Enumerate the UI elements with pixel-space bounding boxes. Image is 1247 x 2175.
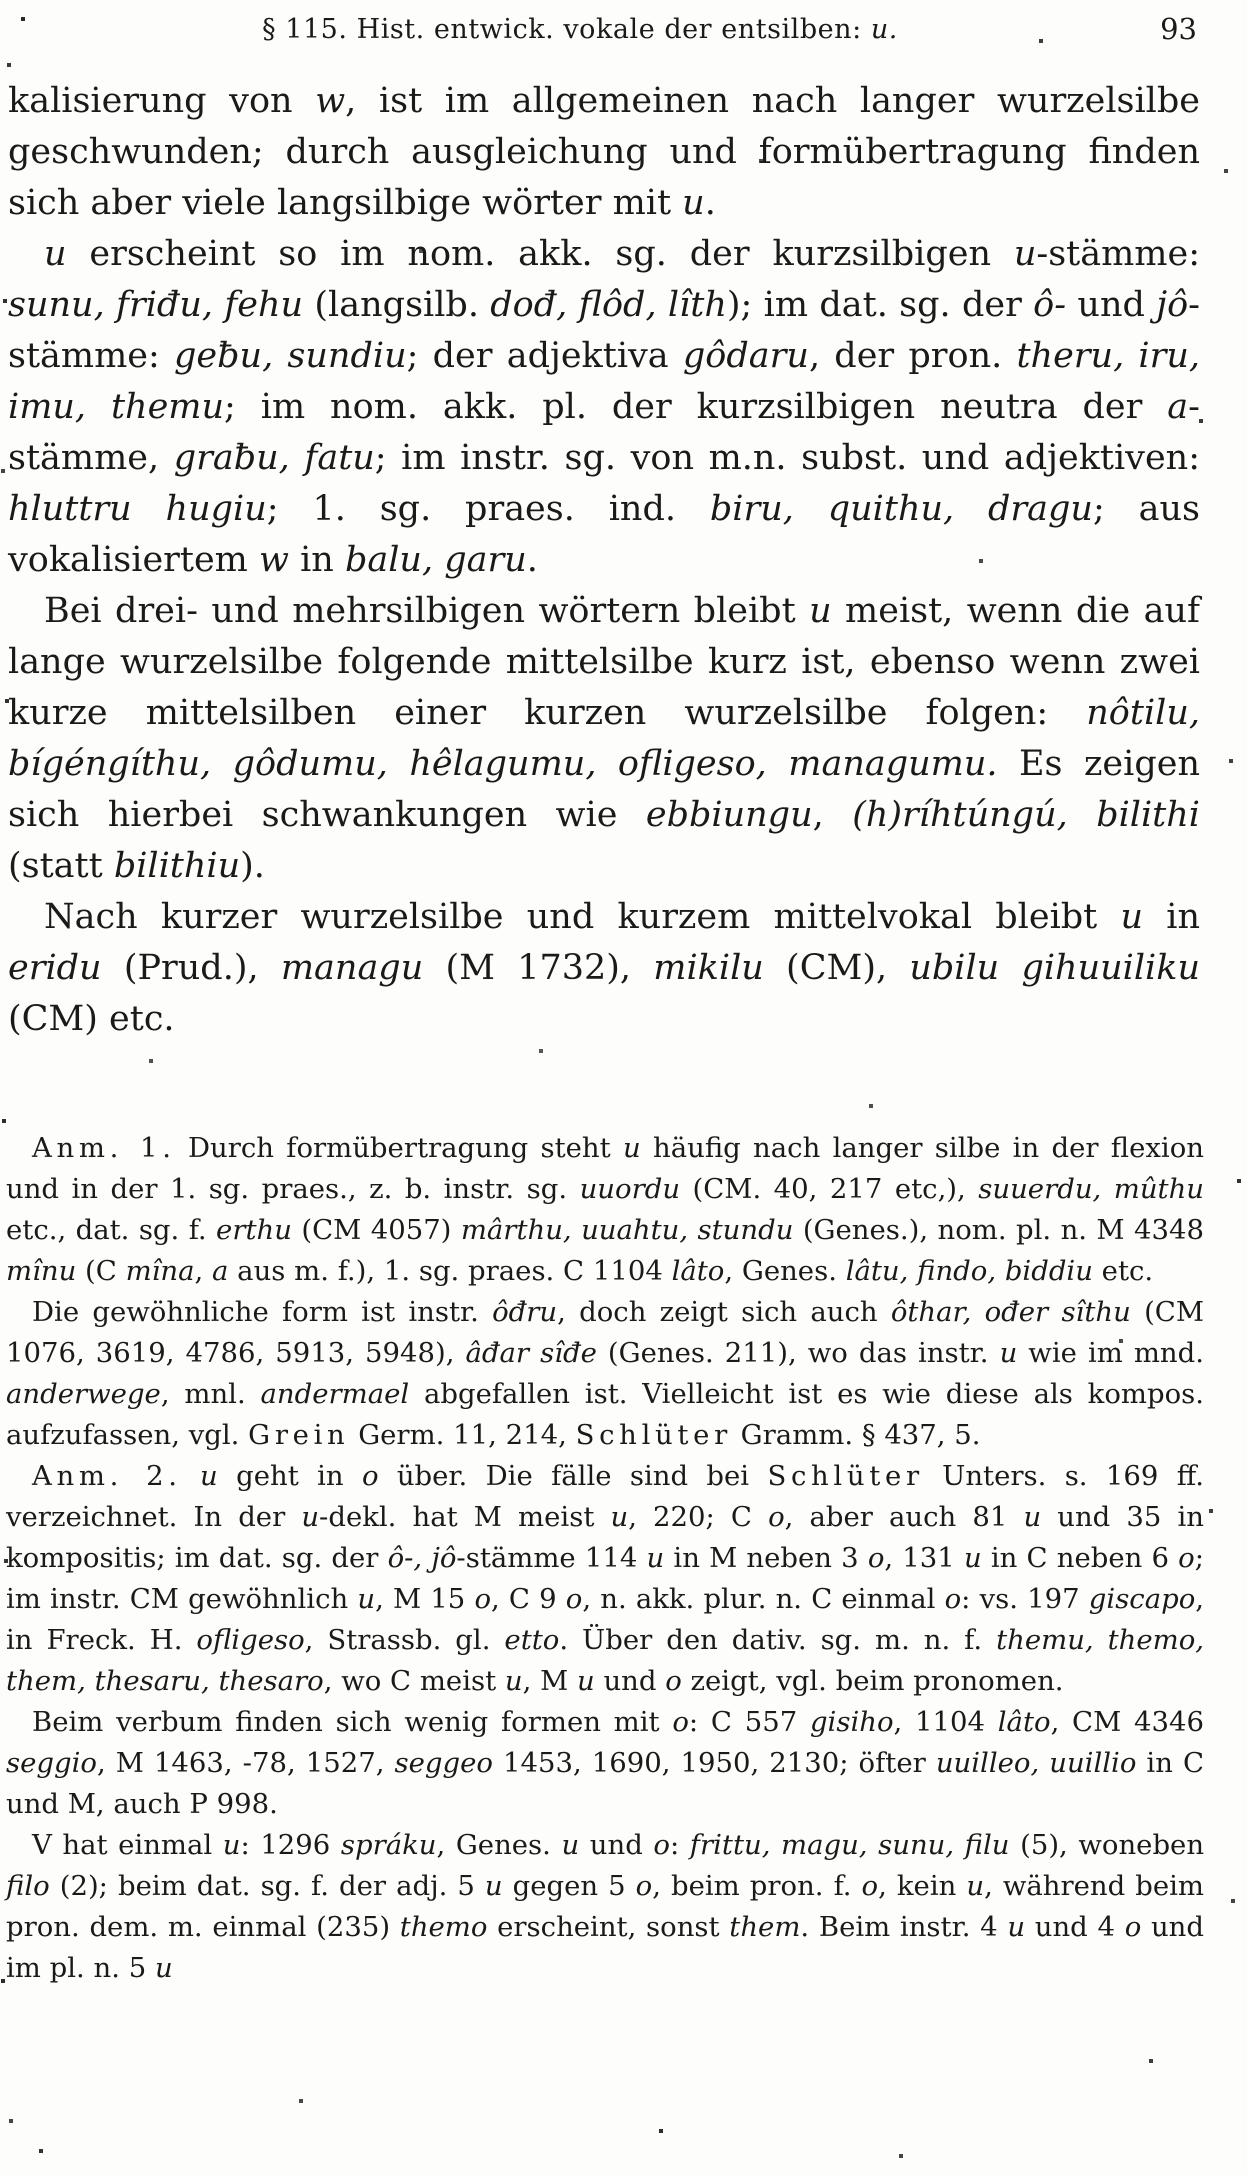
text-segment: u bbox=[154, 1952, 173, 1984]
text-segment: o bbox=[944, 1583, 962, 1615]
text-segment: (CM) etc. bbox=[8, 999, 175, 1039]
text-segment: nôtilu, bígéngíthu, gôdumu, hêlagumu, ofligeso, managumu. bbox=[8, 693, 1200, 784]
text-segment: 1453, 1690, 1950, 2130; öfter bbox=[492, 1747, 936, 1779]
text-segment: u bbox=[963, 1542, 982, 1574]
text-segment: ; der adjektiva bbox=[406, 336, 683, 376]
text-segment: Grein bbox=[248, 1419, 350, 1451]
text-segment: gisiho bbox=[809, 1706, 894, 1738]
text-segment: spráku bbox=[340, 1829, 437, 1861]
text-segment: ô-, jô bbox=[387, 1542, 457, 1574]
text-segment: dođ, flôd, lîth bbox=[490, 285, 727, 325]
text-segment: , ist im allgemeinen nach langer wurzelsilbe geschwunden; durch ausgleichung und formübertragung finden sich aber viele langsilbige wörter mit bbox=[8, 81, 1200, 223]
text-segment: ebbiungu bbox=[645, 795, 813, 835]
text-segment: etc., dat. sg. f. bbox=[6, 1214, 217, 1246]
text-segment: mikilu bbox=[653, 948, 764, 988]
text-segment: , während beim pron. dem. m. einmal (235) bbox=[6, 1870, 1205, 1943]
text-segment: geƀu, sundiu bbox=[174, 336, 407, 376]
text-segment: : 1296 bbox=[240, 1829, 341, 1861]
text-segment: Die gewöhnliche form ist instr. bbox=[32, 1296, 493, 1328]
text-segment: : C 557 bbox=[688, 1706, 810, 1738]
text-segment: ubilu gihuuiliku bbox=[909, 948, 1200, 988]
text-segment: in bbox=[1143, 897, 1200, 937]
text-segment: theru, iru, imu, themu bbox=[8, 336, 1201, 427]
text-segment: ); im dat. sg. der bbox=[726, 285, 1034, 325]
text-segment: biru, quithu, dragu bbox=[709, 489, 1093, 529]
text-segment: o bbox=[867, 1542, 885, 1574]
text-segment: u bbox=[504, 1665, 523, 1697]
text-segment: -stämme: bbox=[1036, 234, 1200, 274]
text-segment: o bbox=[635, 1870, 653, 1902]
text-segment: Es zeigen sich hierbei schwankungen wie bbox=[8, 744, 1200, 835]
text-segment: (statt bbox=[8, 846, 114, 886]
text-segment: jô bbox=[1156, 285, 1189, 325]
text-segment: -stämme, bbox=[8, 387, 1200, 478]
text-segment: . Beim instr. 4 bbox=[800, 1911, 1008, 1943]
text-segment: bilithiu bbox=[113, 846, 241, 886]
text-segment: Anm. 2. bbox=[32, 1460, 182, 1492]
text-segment: a bbox=[1167, 387, 1189, 427]
text-segment: hluttru hugiu bbox=[8, 489, 267, 529]
paragraph bbox=[8, 76, 1200, 229]
scan-noise-specks bbox=[0, 0, 2, 2]
text-segment: lâto bbox=[997, 1706, 1051, 1738]
text-segment: und im pl. n. 5 bbox=[6, 1911, 1204, 1984]
text-segment: , wo C meist bbox=[323, 1665, 505, 1697]
text-segment: , beim pron. f. bbox=[652, 1870, 862, 1902]
text-segment: ô- bbox=[1033, 285, 1067, 325]
text-segment: ôthar, ođer sîthu bbox=[890, 1296, 1131, 1328]
text-segment: V hat einmal bbox=[32, 1829, 223, 1861]
text-segment: ; aus vokalisiertem bbox=[8, 489, 1200, 580]
text-segment: lâtu, findo, biddiu bbox=[845, 1255, 1093, 1287]
text-segment: o bbox=[361, 1460, 379, 1492]
text-segment: -stämme 114 bbox=[456, 1542, 647, 1574]
text-segment: über. Die fälle sind bei bbox=[378, 1460, 768, 1492]
text-segment: u bbox=[966, 1870, 985, 1902]
text-segment: , bbox=[194, 1255, 213, 1287]
text-segment: , aber auch 81 bbox=[784, 1501, 1024, 1533]
text-segment: themo bbox=[399, 1911, 488, 1943]
text-segment: filo bbox=[6, 1870, 50, 1902]
text-segment: u bbox=[610, 1501, 629, 1533]
paragraph bbox=[6, 1128, 1204, 1292]
text-segment: ; 1. sg. praes. ind. bbox=[266, 489, 710, 529]
text-segment: , Genes. bbox=[436, 1829, 562, 1861]
text-segment: u bbox=[200, 1460, 218, 1492]
text-segment: etc. bbox=[1092, 1255, 1154, 1287]
text-segment: , der pron. bbox=[808, 336, 1017, 376]
text-segment: etto bbox=[504, 1624, 560, 1656]
text-segment: erthu bbox=[216, 1214, 292, 1246]
text-segment: (M 1732), bbox=[423, 948, 654, 988]
text-segment: , M 1463, -78, 1527, bbox=[96, 1747, 395, 1779]
text-segment: them bbox=[729, 1911, 801, 1943]
text-segment: Germ. 11, 214, bbox=[349, 1419, 576, 1451]
text-segment: managu bbox=[280, 948, 424, 988]
text-segment: -stämme: bbox=[8, 285, 1200, 376]
text-segment: in C neben 6 bbox=[981, 1542, 1179, 1574]
text-segment: Beim verbum finden sich wenig formen mit bbox=[32, 1706, 673, 1738]
text-segment: (Genes. 211), wo das instr. bbox=[596, 1337, 1000, 1369]
text-segment: o bbox=[768, 1501, 785, 1533]
running-head bbox=[0, 14, 1160, 45]
text-segment: u bbox=[1007, 1911, 1026, 1943]
text-segment: abgefallen ist. Vielleicht ist es wie diese als kompos. aufzufassen, vgl. bbox=[6, 1378, 1204, 1451]
main-text-block bbox=[8, 76, 1200, 1045]
text-segment: ; im instr. CM gewöhnlich bbox=[6, 1542, 1204, 1615]
text-segment: Unters. s. 169 ff. verzeichnet. In der bbox=[6, 1460, 1205, 1533]
text-segment: häufig nach langer silbe in der flexion und in der 1. sg. praes., z. b. instr. sg. bbox=[6, 1132, 1204, 1205]
text-segment: o bbox=[565, 1583, 583, 1615]
text-segment: u bbox=[999, 1337, 1018, 1369]
text-segment: und bbox=[1066, 285, 1157, 325]
text-segment: a bbox=[212, 1255, 229, 1287]
text-segment: sunu, friđu, fehu bbox=[8, 285, 304, 325]
text-segment: u bbox=[222, 1829, 241, 1861]
text-segment: , mnl. bbox=[160, 1378, 261, 1410]
text-segment: Durch formübertragung steht bbox=[175, 1132, 623, 1164]
text-segment: andermael bbox=[260, 1378, 410, 1410]
text-segment: . bbox=[704, 183, 716, 223]
text-segment: u. bbox=[870, 14, 898, 45]
text-segment bbox=[182, 1460, 200, 1492]
text-segment: meist, wenn die auf lange wurzelsilbe folgende mittelsilbe kurz ist, ebenso wenn zwei kurze mittelsilben einer kurzen wurzelsilbe folgen: bbox=[8, 591, 1200, 733]
text-segment: graƀu, fatu bbox=[173, 438, 375, 478]
text-segment: , M 15 bbox=[375, 1583, 475, 1615]
page-number: 93 bbox=[1160, 12, 1197, 46]
text-segment: (langsilb. bbox=[303, 285, 491, 325]
text-segment: , bbox=[812, 795, 853, 835]
text-segment: themu, themo, them, thesaru, thesaro bbox=[6, 1624, 1205, 1697]
text-segment: o bbox=[474, 1583, 491, 1615]
text-segment: § 115. Hist. entwick. vokale der entsilben: bbox=[262, 14, 871, 45]
text-segment: . bbox=[526, 540, 538, 580]
text-segment: o bbox=[1124, 1911, 1142, 1943]
text-segment: in bbox=[288, 540, 345, 580]
text-segment: (CM. 40, 217 etc,), bbox=[680, 1173, 979, 1205]
text-segment: . Über den dativ. sg. m. n. f. bbox=[559, 1624, 997, 1656]
text-segment: , Genes. bbox=[724, 1255, 846, 1287]
text-segment: mînu bbox=[6, 1255, 77, 1287]
paragraph bbox=[8, 586, 1200, 892]
text-segment: (Prud.), bbox=[101, 948, 281, 988]
text-segment: zeigt, vgl. beim pronomen. bbox=[681, 1665, 1064, 1697]
text-segment: (C bbox=[76, 1255, 126, 1287]
text-segment: u bbox=[1023, 1501, 1042, 1533]
text-segment: u bbox=[44, 234, 67, 274]
text-segment: suuerdu, mûthu bbox=[978, 1173, 1205, 1205]
text-segment: und bbox=[594, 1665, 666, 1697]
paragraph bbox=[8, 229, 1200, 586]
text-segment: (5), woneben bbox=[1009, 1829, 1205, 1861]
text-segment: (CM 4057) bbox=[291, 1214, 461, 1246]
text-segment: mîna bbox=[125, 1255, 195, 1287]
text-segment: eridu bbox=[8, 948, 102, 988]
text-segment: gegen 5 bbox=[502, 1870, 636, 1902]
text-segment: ôđru bbox=[492, 1296, 558, 1328]
text-segment: uuordu bbox=[579, 1173, 681, 1205]
text-segment: , 131 bbox=[884, 1542, 964, 1574]
text-segment: , 1104 bbox=[893, 1706, 998, 1738]
text-segment: u bbox=[301, 1501, 320, 1533]
text-segment: o bbox=[672, 1706, 689, 1738]
paragraph bbox=[6, 1702, 1204, 1825]
text-segment: (h)ríhtúngú, bilithi bbox=[852, 795, 1200, 835]
text-segment: erscheint, sonst bbox=[487, 1911, 730, 1943]
text-segment: seggio bbox=[6, 1747, 97, 1779]
text-segment: Gramm. § 437, 5. bbox=[731, 1419, 981, 1451]
text-segment: und 4 bbox=[1025, 1911, 1125, 1943]
text-segment: mârthu, uuahtu, stundu bbox=[460, 1214, 794, 1246]
text-segment: u bbox=[622, 1132, 641, 1164]
text-segment: geht in bbox=[217, 1460, 362, 1492]
paragraph bbox=[6, 1292, 1204, 1456]
text-segment: -dekl. hat M meist bbox=[319, 1501, 611, 1533]
text-segment: Schlüter bbox=[575, 1419, 732, 1451]
text-segment: Bei drei- und mehrsilbigen wörtern bleibt bbox=[44, 591, 810, 631]
text-segment: o bbox=[1178, 1542, 1195, 1574]
text-segment: Nach kurzer wurzelsilbe und kurzem mittelvokal bleibt bbox=[44, 897, 1121, 937]
text-segment: : vs. 197 bbox=[961, 1583, 1089, 1615]
text-segment: frittu, magu, sunu, filu bbox=[689, 1829, 1010, 1861]
text-segment: ofligeso bbox=[196, 1624, 305, 1656]
text-segment: ; im instr. sg. von m.n. subst. und adjektiven: bbox=[374, 438, 1200, 478]
text-segment: , in Freck. H. bbox=[6, 1583, 1205, 1656]
text-segment: balu, garu bbox=[344, 540, 527, 580]
text-segment: lâto bbox=[671, 1255, 725, 1287]
text-segment: anderwege bbox=[6, 1378, 161, 1410]
paragraph bbox=[8, 892, 1200, 1045]
text-segment: ; im nom. akk. pl. der kurzsilbigen neutra der bbox=[224, 387, 1168, 427]
text-segment: in C und M, auch P 998. bbox=[6, 1747, 1205, 1820]
paragraph bbox=[6, 1825, 1204, 1989]
text-segment: u bbox=[1013, 234, 1037, 274]
text-segment: âđar sîđe bbox=[465, 1337, 597, 1369]
text-segment: , n. akk. plur. n. C einmal bbox=[582, 1583, 945, 1615]
text-segment: o bbox=[653, 1829, 670, 1861]
text-segment: w bbox=[315, 81, 346, 121]
text-segment: und bbox=[579, 1829, 654, 1861]
text-segment: (2); beim dat. sg. f. der adj. 5 bbox=[49, 1870, 485, 1902]
text-segment: u bbox=[646, 1542, 665, 1574]
text-segment: , kein bbox=[878, 1870, 967, 1902]
text-segment: Schlüter bbox=[767, 1460, 924, 1492]
text-segment: , M bbox=[522, 1665, 577, 1697]
paragraph bbox=[6, 1456, 1204, 1702]
text-segment: , CM 4346 bbox=[1050, 1706, 1204, 1738]
text-segment: und 35 in kompositis; im dat. sg. der bbox=[6, 1501, 1205, 1574]
text-segment: Anm. 1. bbox=[32, 1132, 176, 1164]
text-segment: o bbox=[665, 1665, 682, 1697]
text-segment: u bbox=[357, 1583, 376, 1615]
text-segment: : bbox=[669, 1829, 690, 1861]
text-segment: , Strassb. gl. bbox=[304, 1624, 505, 1656]
text-segment: in M neben 3 bbox=[664, 1542, 868, 1574]
text-segment: erscheint so im nom. akk. sg. der kurzsilbigen bbox=[66, 234, 1014, 274]
text-segment: u bbox=[682, 183, 705, 223]
text-segment: (CM 1076, 3619, 4786, 5913, 5948), bbox=[6, 1296, 1204, 1369]
notes-block bbox=[6, 1128, 1204, 1989]
text-segment: aus m. f.), 1. sg. praes. C 1104 bbox=[228, 1255, 672, 1287]
text-segment: ). bbox=[240, 846, 265, 886]
text-segment: , C 9 bbox=[491, 1583, 566, 1615]
text-segment: w bbox=[259, 540, 289, 580]
text-segment: kalisierung von bbox=[8, 81, 316, 121]
text-segment: u bbox=[561, 1829, 580, 1861]
text-segment: (CM), bbox=[763, 948, 910, 988]
text-segment: u bbox=[484, 1870, 503, 1902]
text-segment: uuilleo, uuillio bbox=[935, 1747, 1137, 1779]
text-segment: , 220; C bbox=[628, 1501, 769, 1533]
text-segment: u bbox=[809, 591, 832, 631]
text-segment: (Genes.), nom. pl. n. M 4348 bbox=[793, 1214, 1204, 1246]
text-segment: seggeo bbox=[394, 1747, 493, 1779]
text-segment: wie im mnd. bbox=[1017, 1337, 1204, 1369]
text-segment: gôdaru bbox=[682, 336, 809, 376]
text-segment: o bbox=[861, 1870, 879, 1902]
text-segment: u bbox=[1120, 897, 1144, 937]
text-segment: u bbox=[577, 1665, 595, 1697]
text-segment: giscapo bbox=[1088, 1583, 1196, 1615]
text-segment: , doch zeigt sich auch bbox=[557, 1296, 891, 1328]
